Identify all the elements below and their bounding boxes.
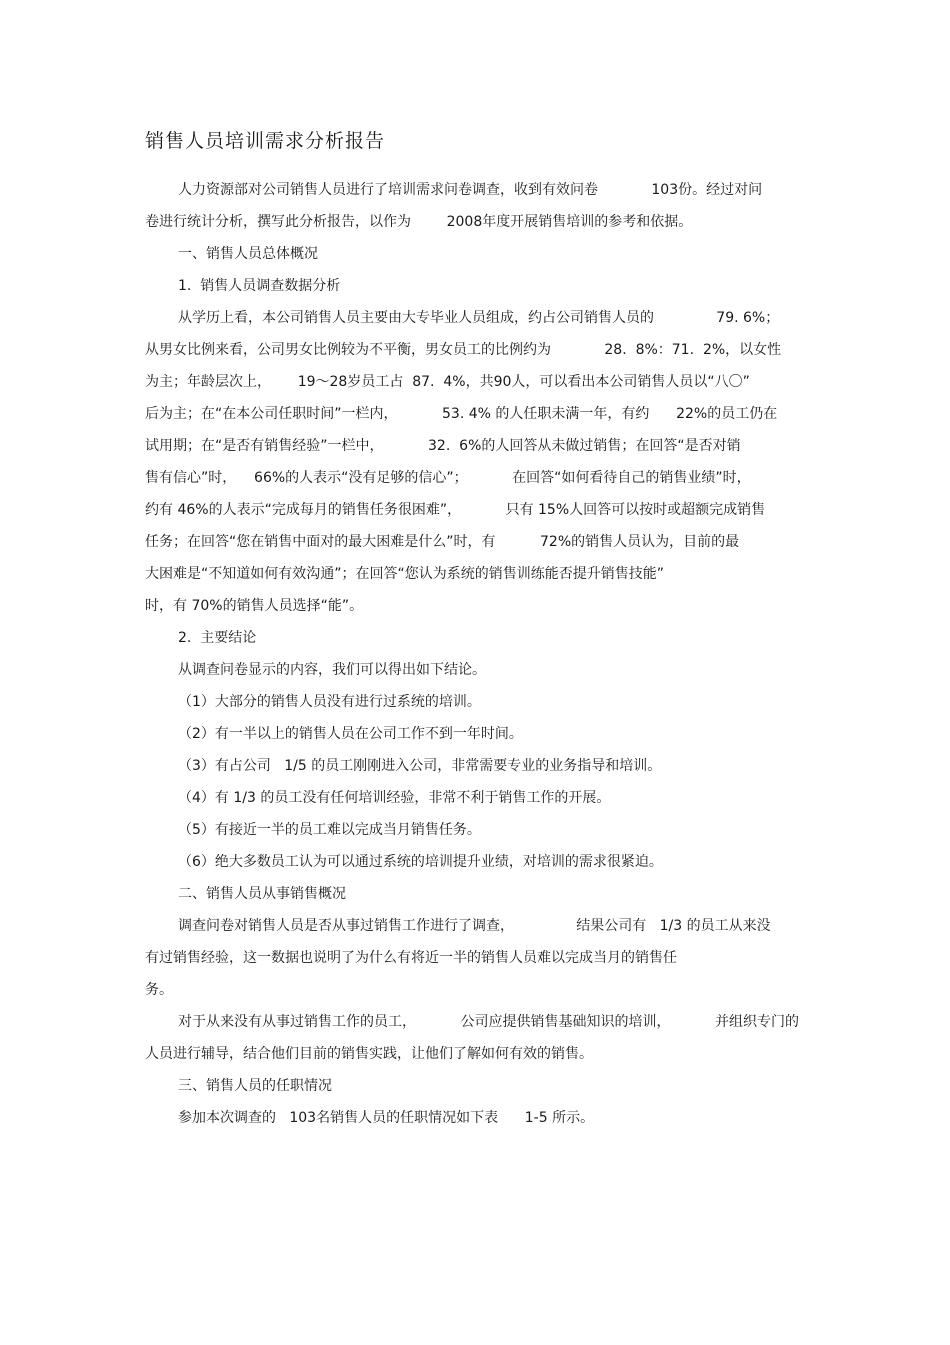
paragraph-line: 售有信心”时， 66%的人表示“没有足够的信心”； 在回答“如何看待自己的销售业绩”时，: [145, 470, 751, 486]
section-heading: 二、销售人员从事销售概况: [178, 886, 346, 902]
paragraph-line: 务。: [145, 982, 173, 998]
list-item: （6）绝大多数员工认为可以通过系统的培训提升业绩，对培训的需求很紧迫。: [178, 854, 663, 870]
list-item: （2）有一半以上的销售人员在公司工作不到一年时间。: [178, 726, 523, 742]
paragraph-line: 时，有 70%的销售人员选择“能”。: [145, 598, 364, 614]
subsection-heading: 2. 主要结论: [178, 630, 257, 646]
paragraph-line: 约有 46%的人表示“完成每月的销售任务很困难”， 只有 15%人回答可以按时或超额完成销售: [145, 502, 766, 518]
paragraph-line: 卷进行统计分析，撰写此分析报告，以作为 2008年度开展销售培训的参考和依据。: [145, 214, 693, 230]
paragraph-line: 从学历上看，本公司销售人员主要由大专毕业人员组成，约占公司销售人员的 79. 6%；: [178, 310, 780, 326]
paragraph-line: 为主；年龄层次上， 19～28岁员工占 87. 4%，共90人，可以看出本公司销售人员以“八〇”: [145, 374, 750, 390]
paragraph-line: 调查问卷对销售人员是否从事过销售工作进行了调查， 结果公司有 1/3 的员工从来没: [178, 918, 771, 934]
list-item: （5）有接近一半的员工难以完成当月销售任务。: [178, 822, 481, 838]
paragraph-line: 大困难是“不知道如何有效沟通”；在回答“您认为系统的销售训练能否提升销售技能”: [145, 566, 665, 582]
subsection-heading: 1. 销售人员调查数据分析: [178, 278, 341, 294]
paragraph-line: 从调查问卷显示的内容，我们可以得出如下结论。: [178, 662, 486, 678]
paragraph-line: 参加本次调查的 103名销售人员的任职情况如下表 1-5 所示。: [178, 1110, 595, 1126]
paragraph-line: 人员进行辅导，结合他们目前的销售实践，让他们了解如何有效的销售。: [145, 1046, 593, 1062]
paragraph-line: 试用期；在“是否有销售经验”一栏中， 32. 6%的人回答从未做过销售；在回答“是否对销: [145, 438, 741, 454]
paragraph-line: 后为主；在“在本公司任职时间”一栏内， 53. 4% 的人任职未满一年，有约 22%的员工仍在: [145, 406, 778, 422]
paragraph-line: 有过销售经验，这一数据也说明了为什么有将近一半的销售人员难以完成当月的销售任: [145, 950, 677, 966]
list-item: （3）有占公司 1/5 的员工刚刚进入公司，非常需要专业的业务指导和培训。: [178, 758, 662, 774]
list-item: （1）大部分的销售人员没有进行过系统的培训。: [178, 694, 481, 710]
section-heading: 三、销售人员的任职情况: [178, 1078, 332, 1094]
paragraph-line: 任务；在回答“您在销售中面对的最大困难是什么”时，有 72%的销售人员认为，目前的最: [145, 534, 740, 550]
paragraph-line: 对于从来没有从事过销售工作的员工， 公司应提供销售基础知识的培训， 并组织专门的: [178, 1014, 800, 1030]
paragraph-line: 人力资源部对公司销售人员进行了培训需求问卷调查，收到有效问卷 103份。经过对问: [178, 182, 763, 198]
list-item: （4）有 1/3 的员工没有任何培训经验，非常不利于销售工作的开展。: [178, 790, 611, 806]
section-heading: 一、销售人员总体概况: [178, 246, 318, 262]
document-title: 销售人员培训需求分析报告: [145, 130, 386, 152]
paragraph-line: 从男女比例来看，公司男女比例较为不平衡，男女员工的比例约为 28. 8%：71. 2%，以女性: [145, 342, 782, 358]
